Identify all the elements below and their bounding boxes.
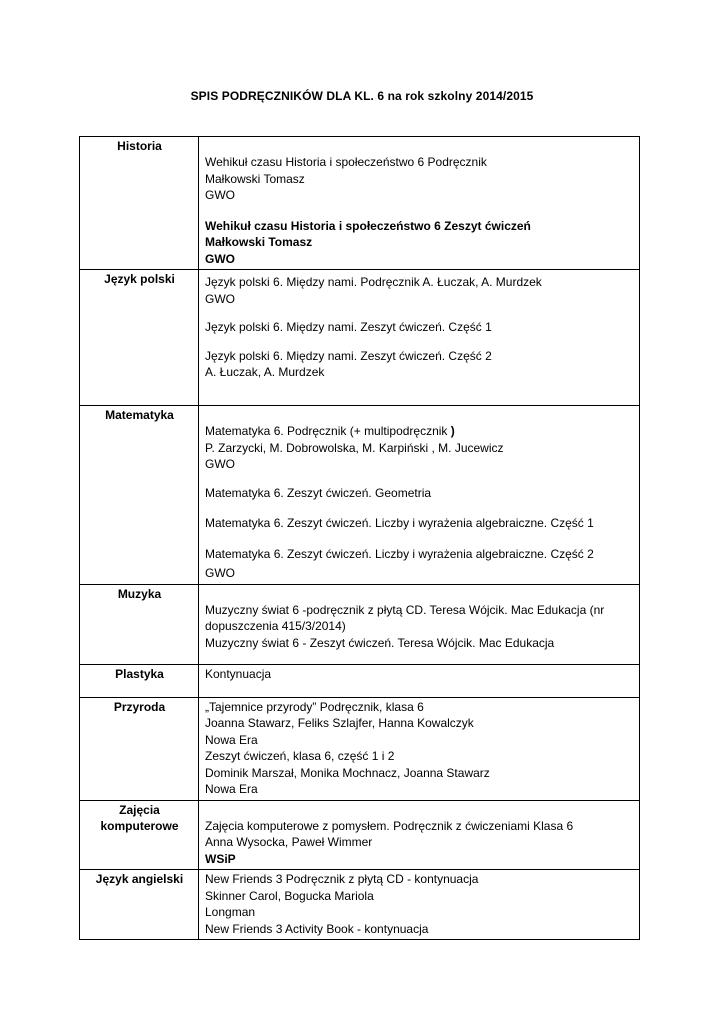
book-line [205, 423, 634, 440]
subject-cell: Przyroda [80, 697, 199, 800]
publisher-line: GWO [205, 291, 235, 306]
publisher-line: GWO [205, 188, 235, 202]
page-title: SPIS PODRĘCZNIKÓW DLA KL. 6 na rok szkolny 2014/2015 [190, 89, 534, 103]
author-line: A. Łuczak, A. Murdzek [205, 365, 325, 379]
subject-cell: Plastyka [80, 664, 199, 697]
author-line: P. Zarzycki, M. Dobrowolska, M. Karpiński , M. Jucewicz [205, 440, 504, 455]
book-line: New Friends 3 Activity Book - kontynuacja [205, 921, 429, 936]
book-line: Język polski 6. Między nami. Podręcznik A. Łuczak, A. Murdzek [205, 275, 542, 289]
book-line: Wehikuł czasu Historia i społeczeństwo 6 Zeszyt ćwiczeń [205, 218, 531, 233]
author-line: Małkowski Tomasz [205, 235, 313, 249]
book-line: Język polski 6. Między nami. Zeszyt ćwiczeń. Część 1 [205, 320, 492, 334]
table-row [80, 870, 640, 940]
author-line: Anna Wysocka, Paweł Wimmer [205, 835, 373, 849]
book-line: Muzyczny świat 6 -podręcznik z płytą CD. Teresa Wójcik. Mac Edukacja (nr dopuszczenia 415/3/2014) [205, 602, 605, 633]
content-cell [199, 870, 640, 940]
book-title: Matematyka 6. Podręcznik (+ multipodręcznik [205, 424, 451, 438]
content-cell [199, 697, 640, 800]
content-cell [199, 137, 640, 270]
publisher-line: Nowa Era [205, 732, 258, 747]
author-line: Małkowski Tomasz [205, 171, 305, 186]
book-line: Muzyczny świat 6 - Zeszyt ćwiczeń. Teresa Wójcik. Mac Edukacja [205, 635, 555, 650]
publisher-line: GWO [205, 566, 235, 580]
book-line: New Friends 3 Podręcznik z płytą CD - kontynuacja [205, 872, 479, 886]
book-line: Zeszyt ćwiczeń, klasa 6, część 1 i 2 [205, 749, 395, 763]
publisher-line: Longman [205, 905, 256, 919]
book-line: Matematyka 6. Zeszyt ćwiczeń. Geometria [205, 485, 432, 500]
table-row [80, 664, 640, 697]
subject-cell: Zajęcia komputerowe [80, 800, 199, 870]
subject-cell: Język angielski [80, 870, 199, 940]
book-line: Wehikuł czasu Historia i społeczeństwo 6 Podręcznik [205, 155, 487, 169]
content-cell [199, 800, 640, 870]
publisher-line: GWO [205, 457, 235, 471]
book-line: „Tajemnice przyrody” Podręcznik, klasa 6 [205, 699, 424, 714]
table-row [80, 800, 640, 870]
subject-cell: Historia [80, 137, 199, 270]
table-row [80, 697, 640, 800]
book-line: Kontynuacja [205, 666, 272, 681]
book-line: Zajęcia komputerowe z pomysłem. Podręcznik z ćwiczeniami Klasa 6 [205, 818, 574, 833]
table-row [80, 584, 640, 664]
textbook-table [79, 136, 640, 940]
publisher-line: Nowa Era [205, 782, 258, 796]
publisher-line: GWO [205, 251, 235, 266]
author-line: Joanna Stawarz, Feliks Szlajfer, Hanna Kowalczyk [205, 716, 474, 730]
subject-cell: Muzyka [80, 584, 199, 664]
subject-cell: Matematyka [80, 406, 199, 585]
subject-cell: Język polski [80, 270, 199, 406]
book-line: Matematyka 6. Zeszyt ćwiczeń. Liczby i wyrażenia algebraiczne. Część 1 [205, 516, 594, 530]
table-row [80, 406, 640, 585]
closing-paren: ) [450, 424, 455, 438]
content-cell [199, 406, 640, 585]
book-line: Język polski 6. Między nami. Zeszyt ćwiczeń. Część 2 [205, 348, 492, 363]
table-row [80, 137, 640, 270]
publisher-line: WSiP [205, 851, 236, 866]
content-cell [199, 664, 640, 697]
book-line: Matematyka 6. Zeszyt ćwiczeń. Liczby i wyrażenia algebraiczne. Część 2 [205, 546, 594, 561]
author-line: Skinner Carol, Bogucka Mariola [205, 888, 374, 903]
author-line: Dominik Marszał, Monika Mochnacz, Joanna Stawarz [205, 765, 490, 780]
table-row [80, 270, 640, 406]
content-cell [199, 584, 640, 664]
content-cell [199, 270, 640, 406]
